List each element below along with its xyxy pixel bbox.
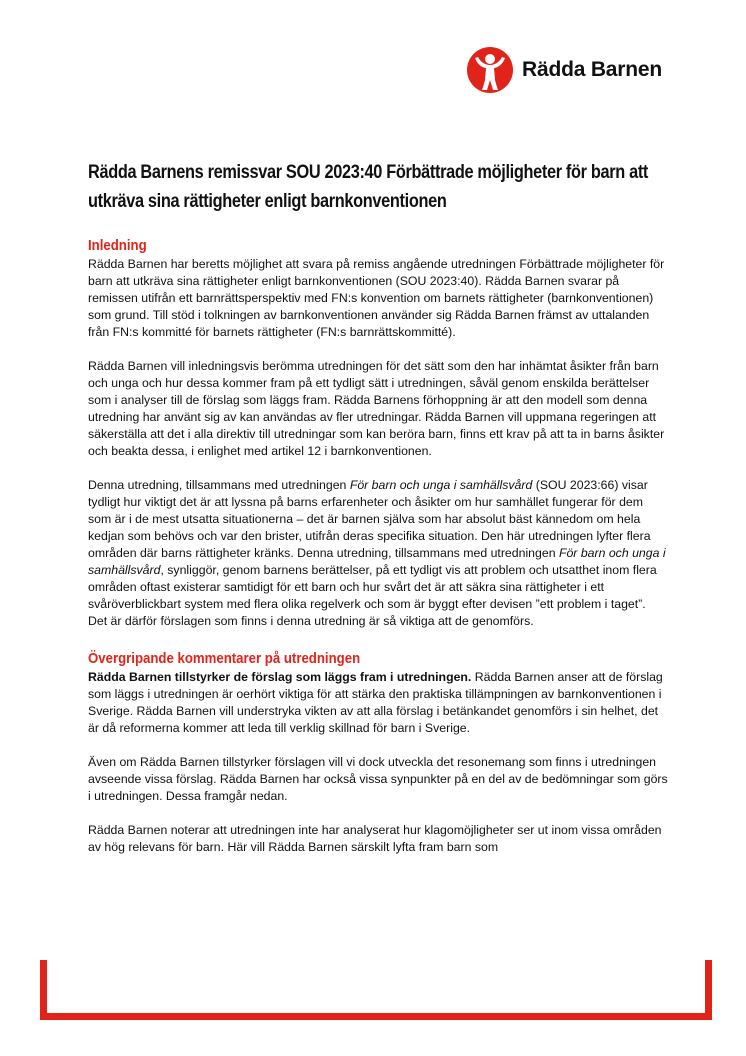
section-heading-overview: Övergripande kommentarer på utredningen <box>88 650 361 667</box>
intro-p3-italic-1: För barn och unga i samhällsvård <box>349 478 533 492</box>
overview-paragraph-1 <box>88 669 668 737</box>
document-body <box>88 236 668 856</box>
overview-paragraph-3: Rädda Barnen noterar att utredningen inte har analyserat hur klagomöjligheter ser ut inom vissa områden av hög relevans för barn. Här vill Rädda Barnen särskilt lyfta fram barn som <box>88 823 662 854</box>
logo-text: Rädda Barnen <box>522 58 662 81</box>
intro-p3-italic-2: För barn och unga i samhällsvård <box>88 546 666 577</box>
intro-p3-text-b: (SOU 2023:66) visar tydligt hur viktigt det är att lyssna på barns erfarenheter och åsikter om hur samhället fungerar för dem som är i de mest utsatta situationerna – det är barnen själva som har absolut bäst kännedom om hela kedjan som behövs och var den brister, utifrån deras specifika situation. Den här utredningen lyfter flera områden där barns rättigheter kränks. Denna utredning, tillsammans med utredningen <box>88 478 651 560</box>
intro-p3-text-c: , synliggör, genom barnens berättelser, på ett tydligt vis att problem och utsatthet inom flera områden oftast existerar samtidigt för ett barn och hur svårt det är att säkra sina rättigheter i ett svåröverblickbart system med flera olika regelverk och som är byggt efter devisen ”ett problem i taget”. Det är därför förslagen som finns i denna utredning är så viktiga att de genomförs. <box>88 563 657 628</box>
intro-paragraph-1: Rädda Barnen har beretts möjlighet att svara på remiss angående utredningen Förbättrade möjligheter för barn att utkräva sina rättigheter enligt barnkonventionen (SOU 2023:40). Rädda Barnen svarar på remissen utifrån ett barnrättsperspektiv med FN:s konvention om barnets rättigheter (barnkonventionen) som grund. Till stöd i tolkningen av barnkonventionen använder sig Rädda Barnen främst av uttalanden från FN:s kommitté för barnets rättigheter (FN:s barnrättskommitté). <box>88 257 665 339</box>
footer-red-frame <box>40 960 712 1020</box>
intro-paragraph-2: Rädda Barnen vill inledningsvis berömma utredningen för det sätt som den har inhämtat åsikter från barn och unga och hur dessa kommer fram på ett tydligt sätt i utredningen, såväl genom enskilda berättelser som i analyser till de förslag som läggs fram. Rädda Barnens förhoppning är att den modell som denna utredning har använt sig av kan användas av fler utredningar. Rädda Barnen vill uppmana regeringen att säkerställa att det i alla direktiv till utredningar som kan beröra barn, finns ett krav på att ta in barns åsikter och beakta dessa, i enlighet med artikel 12 i barnkonventionen. <box>88 359 665 458</box>
intro-p3-text-a: Denna utredning, tillsammans med utredningen <box>88 478 350 492</box>
overview-paragraph-2: Även om Rädda Barnen tillstyrker förslagen vill vi dock utveckla det resonemang som finns i utredningen avseende vissa förslag. Rädda Barnen har också vissa synpunkter på en del av de bedömningar som görs i utredningen. Dessa framgår nedan. <box>88 755 668 803</box>
brand-logo <box>466 46 662 94</box>
logo-figure-icon <box>466 46 514 94</box>
section-heading-intro: Inledning <box>88 237 147 254</box>
overview-p1-rest: Rädda Barnen anser att de förslag som läggs i utredningen är oerhört viktiga för att stärka den praktiska tillämpningen av barnkonventionen i Sverige. Rädda Barnen vill understryka vikten av att alla förslag i betänkandet genomförs i sin helhet, det är då reformerna kommer att leda till verklig skillnad för barn i Sverige. <box>88 670 663 735</box>
document-title: Rädda Barnens remissvar SOU 2023:40 Förbättrade möjligheter för barn att utkräva sina rättigheter enligt barnkonventionen <box>88 162 649 212</box>
overview-p1-bold: Rädda Barnen tillstyrker de förslag som läggs fram i utredningen. <box>88 670 472 684</box>
intro-paragraph-3 <box>88 477 668 630</box>
